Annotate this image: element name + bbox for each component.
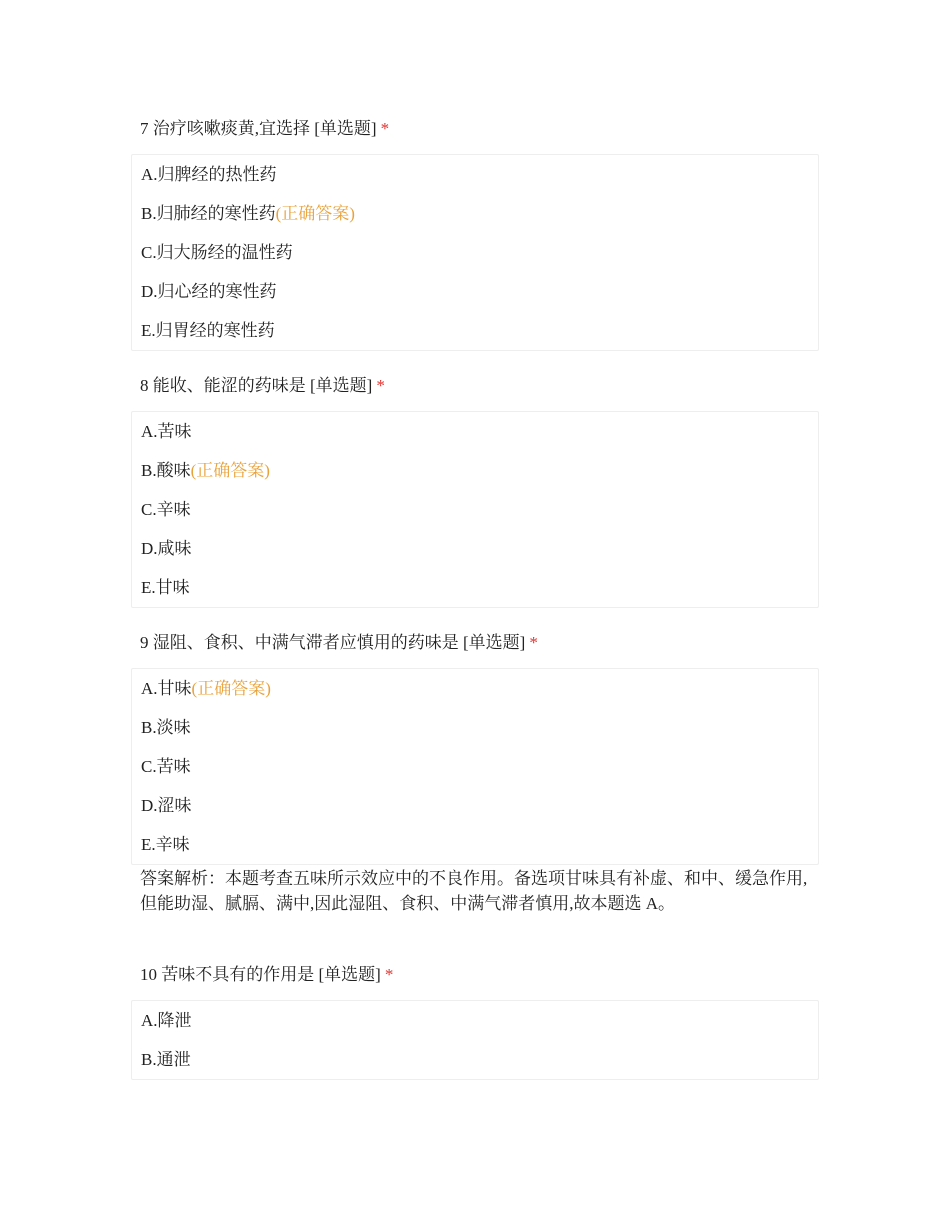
option-b[interactable] xyxy=(132,451,818,490)
option-e[interactable] xyxy=(132,311,818,350)
correct-answer-label: (正确答案) xyxy=(190,461,270,480)
option-text: B.归肺经的寒性药 xyxy=(141,204,276,223)
correct-answer-label: (正确答案) xyxy=(191,679,271,698)
option-text: A.苦味 xyxy=(141,422,192,441)
question-title xyxy=(131,954,819,1000)
option-text: E.归胃经的寒性药 xyxy=(141,321,275,340)
option-b[interactable] xyxy=(132,708,818,747)
question-title-text: 10 苦味不具有的作用是 [单选题] xyxy=(140,965,381,984)
correct-answer-label: (正确答案) xyxy=(275,204,355,223)
option-text: B.淡味 xyxy=(141,718,191,737)
option-text: A.降泄 xyxy=(141,1011,192,1030)
question-title-text: 7 治疗咳嗽痰黄,宜选择 [单选题] xyxy=(140,119,377,138)
spacer xyxy=(131,916,819,954)
option-a[interactable] xyxy=(132,412,818,451)
option-text: B.通泄 xyxy=(141,1050,191,1069)
spacer xyxy=(131,351,819,365)
option-text: D.归心经的寒性药 xyxy=(141,282,277,301)
option-list xyxy=(131,154,819,351)
option-a[interactable] xyxy=(132,155,818,194)
option-a[interactable] xyxy=(132,1001,818,1040)
required-mark: * xyxy=(380,119,390,138)
option-d[interactable] xyxy=(132,529,818,568)
answer-analysis: 答案解析：本题考查五味所示效应中的不良作用。备选项甘味具有补虚、和中、缓急作用,但能助湿、腻膈、满中,因此湿阻、食积、中满气滞者慎用,故本题选 A。 xyxy=(140,869,808,913)
option-text: D.咸味 xyxy=(141,539,192,558)
option-text: C.苦味 xyxy=(141,757,191,776)
question-9 xyxy=(131,622,819,916)
option-text: A.归脾经的热性药 xyxy=(141,165,277,184)
option-b[interactable] xyxy=(132,194,818,233)
question-title xyxy=(131,108,819,154)
question-8 xyxy=(131,365,819,608)
option-list xyxy=(131,411,819,608)
option-c[interactable] xyxy=(132,747,818,786)
option-c[interactable] xyxy=(132,233,818,272)
option-text: C.辛味 xyxy=(141,500,191,519)
option-d[interactable] xyxy=(132,786,818,825)
option-list xyxy=(131,1000,819,1080)
option-d[interactable] xyxy=(132,272,818,311)
option-e[interactable] xyxy=(132,568,818,607)
question-title xyxy=(131,622,819,668)
question-title xyxy=(131,365,819,411)
required-mark: * xyxy=(384,965,394,984)
option-text: B.酸味 xyxy=(141,461,191,480)
question-7 xyxy=(131,108,819,351)
option-e[interactable] xyxy=(132,825,818,864)
option-c[interactable] xyxy=(132,490,818,529)
option-text: E.甘味 xyxy=(141,578,190,597)
option-text: C.归大肠经的温性药 xyxy=(141,243,293,262)
required-mark: * xyxy=(376,376,385,395)
spacer xyxy=(131,608,819,622)
option-text: E.辛味 xyxy=(141,835,190,854)
option-a[interactable] xyxy=(132,669,818,708)
option-text: A.甘味 xyxy=(141,679,192,698)
required-mark: * xyxy=(529,633,538,652)
question-title-text: 8 能收、能涩的药味是 [单选题] xyxy=(140,376,373,395)
option-b[interactable] xyxy=(132,1040,818,1079)
question-title-text: 9 湿阻、食积、中满气滞者应慎用的药味是 [单选题] xyxy=(140,633,526,652)
question-list xyxy=(131,108,819,1080)
option-list xyxy=(131,668,819,865)
option-text: D.涩味 xyxy=(141,796,192,815)
question-10 xyxy=(131,954,819,1080)
